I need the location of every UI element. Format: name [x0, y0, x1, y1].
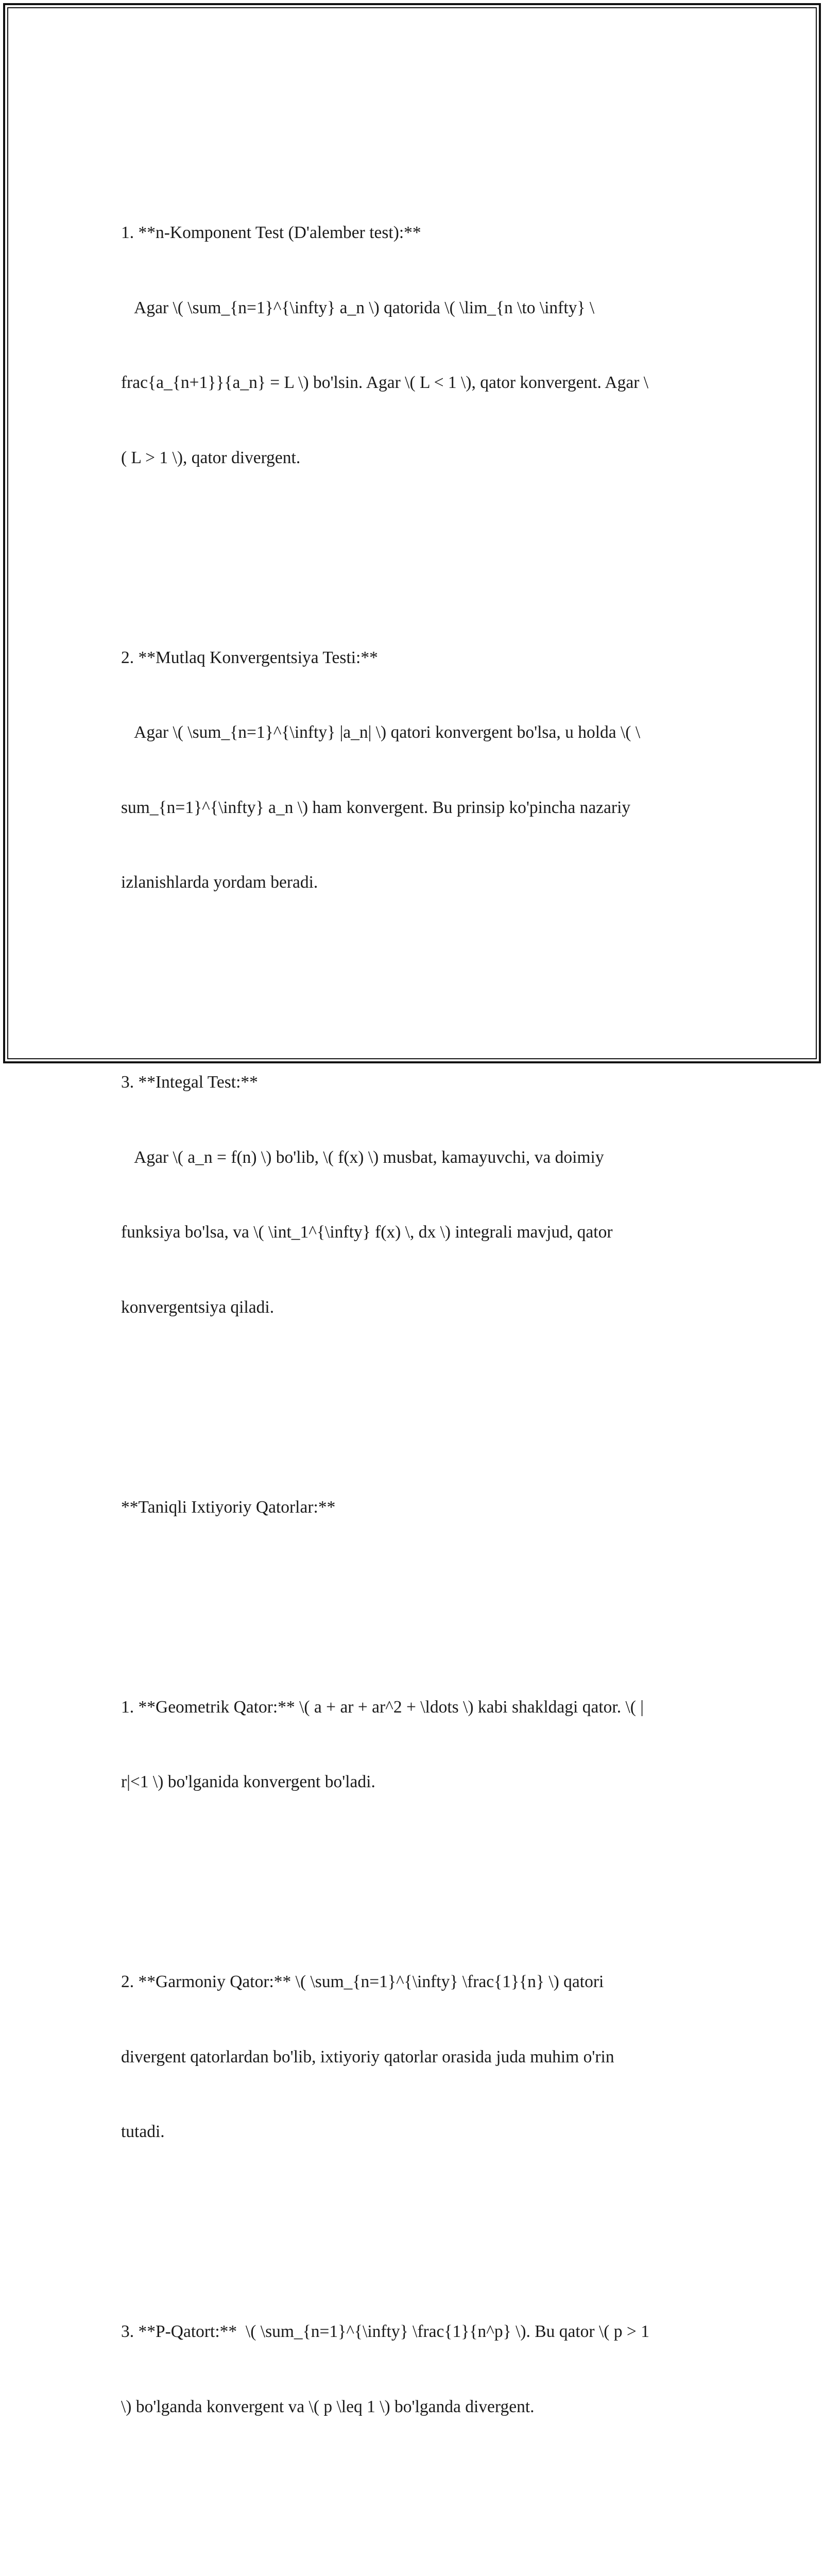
document-body	[121, 121, 708, 2576]
text-line: 2. **Mutlaq Konvergentsiya Testi:**	[121, 646, 708, 671]
text-line: 3. **Integal Test:**	[121, 1070, 708, 1095]
paragraph-integral-test	[121, 1020, 708, 1370]
paragraph-conclusion	[121, 2545, 708, 2576]
paragraph-dalembert-test	[121, 171, 708, 520]
paragraph-p-series	[121, 2269, 708, 2469]
text-line: 1. **n-Komponent Test (D'alember test):**	[121, 221, 708, 246]
text-line: Agar \( a_n = f(n) \) bo'lib, \( f(x) \) musbat, kamayuvchi, va doimiy	[121, 1145, 708, 1171]
paragraph-absolute-convergence-test	[121, 596, 708, 945]
text-line: \) bo'lganda konvergent va \( p \leq 1 \) bo'lganda divergent.	[121, 2395, 708, 2420]
text-line: tutadi.	[121, 2120, 708, 2145]
text-line: konvergentsiya qiladi.	[121, 1295, 708, 1320]
text-line: sum_{n=1}^{\infty} a_n \) ham konvergent. Bu prinsip ko'pincha nazariy	[121, 795, 708, 821]
text-line: 2. **Garmoniy Qator:** \( \sum_{n=1}^{\infty} \frac{1}{n} \) qatori	[121, 1970, 708, 1995]
text-line: Agar \( \sum_{n=1}^{\infty} a_n \) qatorida \( \lim_{n \to \infty} \	[121, 296, 708, 321]
text-line: r|<1 \) bo'lganida konvergent bo'ladi.	[121, 1770, 708, 1795]
text-line: ( L > 1 \), qator divergent.	[121, 446, 708, 471]
text-line: divergent qatorlardan bo'lib, ixtiyoriy qatorlar orasida juda muhim o'rin	[121, 2045, 708, 2070]
heading-text: **Taniqli Ixtiyoriy Qatorlar:**	[121, 1495, 708, 1520]
text-line: Agar \( \sum_{n=1}^{\infty} |a_n| \) qatori konvergent bo'lsa, u holda \( \	[121, 720, 708, 745]
paragraph-harmonic-series	[121, 1920, 708, 2195]
section-heading	[121, 1445, 708, 1570]
paragraph-geometric-series	[121, 1645, 708, 1845]
text-line: funksiya bo'lsa, va \( \int_1^{\infty} f(x) \, dx \) integrali mavjud, qator	[121, 1220, 708, 1245]
text-line: 1. **Geometrik Qator:** \( a + ar + ar^2 + \ldots \) kabi shakldagi qator. \( |	[121, 1695, 708, 1720]
text-line: frac{a_{n+1}}{a_n} = L \) bo'lsin. Agar \( L < 1 \), qator konvergent. Agar \	[121, 370, 708, 396]
text-line: 3. **P-Qatort:** \( \sum_{n=1}^{\infty} \frac{1}{n^p} \). Bu qator \( p > 1	[121, 2319, 708, 2345]
text-line: izlanishlarda yordam beradi.	[121, 870, 708, 895]
